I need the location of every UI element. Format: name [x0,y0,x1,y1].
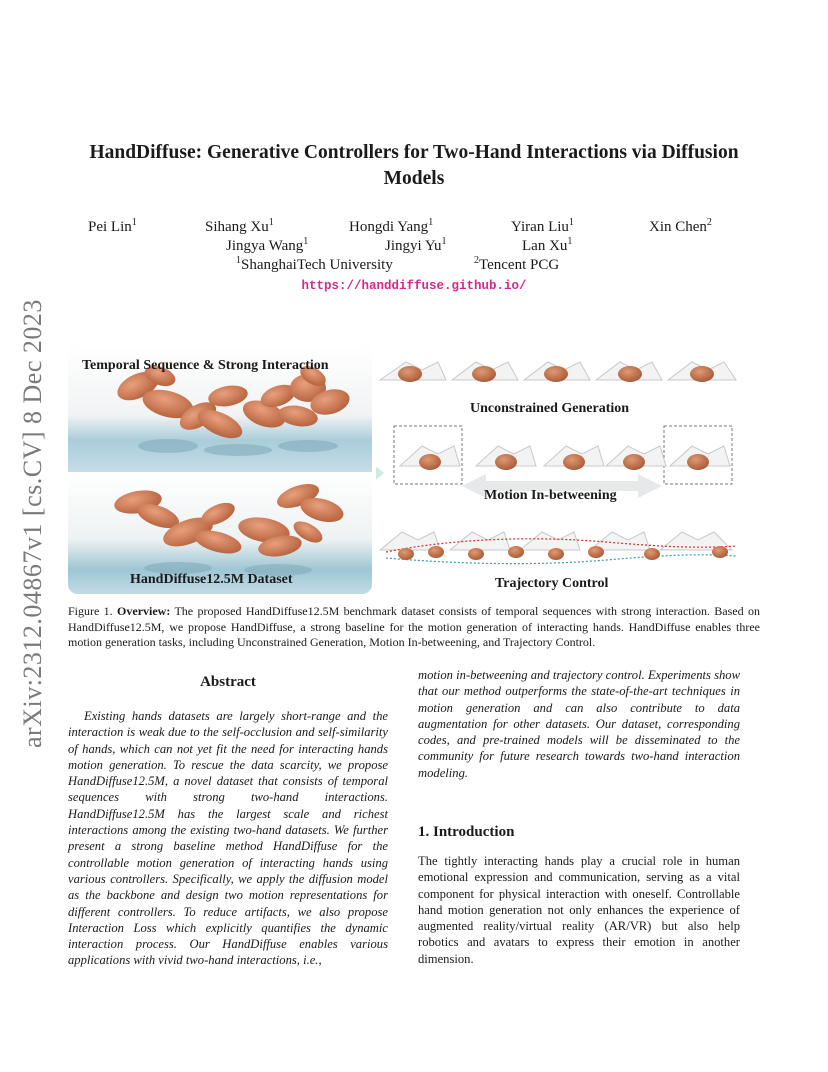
dataset-hands-illustration [68,346,372,594]
project-url-link[interactable]: https://handdiffuse.github.io/ [301,279,527,293]
abstract-text-continued: motion in-betweening and trajectory control. Experiments show that our method outperforms the state-of-the-art techniques in motion generation and can also contribute to data augmentation for other datasets. Our dataset, corresponding codes, and pre-trained models will be disseminated to the community for future research towards two-hand interaction modeling. [418,668,740,780]
author-hongdi-yang: Hongdi Yang$^1$ [349,217,434,235]
dataset-figure-panel [68,346,372,594]
affiliation-shanghaitech: $^1$ShanghaiTech University [236,255,393,273]
figure-label-dataset: HandDiffuse12.5M Dataset [130,572,293,587]
affiliation-tencent: $^2$Tencent PCG [474,255,560,273]
author-sihang-xu: Sihang Xu$^1$ [205,217,274,235]
author-jingyi-yu: Jingyi Yu$^1$ [385,236,447,254]
figure-label-trajectory: Trajectory Control [495,576,609,591]
figure-caption: Figure 1. Overview: The proposed HandDiffuse12.5M benchmark dataset consists of temporal sequences with strong interaction. Based on HandDiffuse12.5M, we propose HandDiffuse, a strong baseline for the motion generation of interacting hands. HandDiffuse enables three motion generation tasks, including Unconstrained Generation, Motion In-betweening, and Trajectory Control. [68,604,760,649]
author-pei-lin: Pei Lin$^1$ [88,217,137,235]
author-lan-xu: Lan Xu$^1$ [522,236,573,254]
tasks-illustration [376,350,748,600]
arxiv-identifier-stamp: arXiv:2312.04867v1 [cs.CV] 8 Dec 2023 [18,299,47,748]
abstract-text: Existing hands datasets are largely short-range and the interaction is weak due to the self-occlusion and self-similarity of hands, which can not yet fit the need for interacting hands motion generation. To rescue the data scarcity, we propose HandDiffuse12.5M, a novel dataset that consists of temporal sequences with strong two-hand interactions. HandDiffuse12.5M has the largest scale and richest interactions among the existing two-hand datasets. We further present a strong baseline method HandDiffuse for the controllable motion generation of interacting hands using various controllers. Specifically, we apply the diffusion model as the backbone and design two motion representations for different controllers. To reduce artifacts, we also propose Interaction Loss which explicitly quantifies the dynamic interaction process. Our HandDiffuse enables various applications with vivid two-hand interactions, i.e., [68,709,388,968]
figure-label-unconstrained: Unconstrained Generation [470,401,630,416]
introduction-text: The tightly interacting hands play a crucial role in human emotional expression and communication, serving as a vital component for physical interaction with oneself. Controllable hand motion generation not only enhances the experience of augmented reality/virtual reality (AR/VR) but also help robotics and avatars to express their emotion in another dimension. [418,854,740,966]
paper-title: HandDiffuse: Generative Controllers for Two-Hand Interactions via Diffusion Models [89,142,739,189]
author-xin-chen: Xin Chen$^2$ [649,217,712,235]
figure-label-temporal-sequence: Temporal Sequence & Strong Interaction [82,358,329,373]
author-yiran-liu: Yiran Liu$^1$ [511,217,574,235]
figure-label-inbetweening: Motion In-betweening [484,488,617,503]
abstract-heading: Abstract [200,674,256,690]
introduction-heading: 1. Introduction [418,824,515,840]
author-jingya-wang: Jingya Wang$^1$ [226,236,309,254]
tasks-figure-panel [376,350,748,600]
